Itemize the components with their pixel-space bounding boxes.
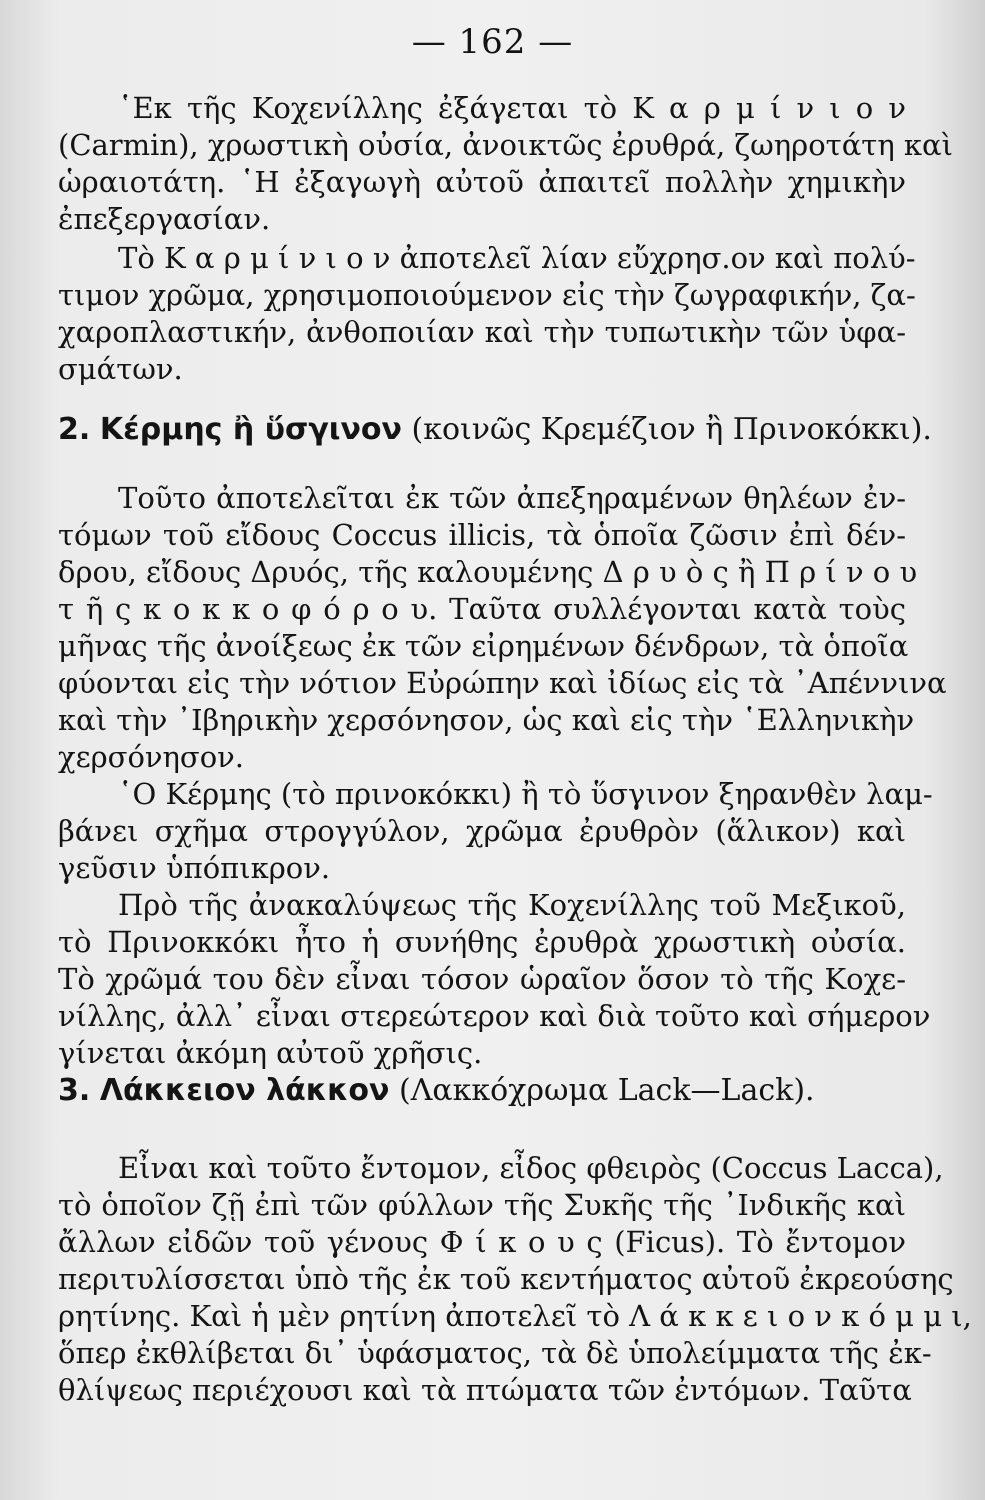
paragraph-carmin-origin (58, 90, 954, 238)
text-line: γεῦσιν ὑπόπικρον. (58, 851, 331, 885)
paragraph-kermes-history (58, 887, 931, 1072)
text-line: ῾Ο Κέρμης (τὸ πρινοκόκκι) ἢ τὸ ὕσγινον ξηρανθὲν λαμ- (118, 777, 933, 811)
section-heading-kermes (58, 412, 932, 447)
text-line: περιτυλίσσεται ὑπὸ τῆς ἐκ τοῦ κεντήματος αὐτοῦ ἐκρεούσης (58, 1262, 954, 1296)
section-title: Κέρμης ἢ ὕσγινον (99, 412, 402, 447)
text-line: δρου, εἴδους Δρυός, τῆς καλουμένης Δ ρ υ ὸ ς ἢ Π ρ ί ν ο υ (58, 555, 918, 589)
paragraph-carmin-uses (58, 240, 916, 388)
text-line: τόμων τοῦ εἴδους Coccus illicis, τὰ ὁποῖα ζῶσιν ἐπὶ δέν- (58, 518, 906, 552)
text-line: σμάτων. (58, 352, 183, 386)
text-line: ἄλλων εἰδῶν τοῦ γένους Φ ί κ ο υ ς (Ficus). Τὸ ἔντομον (58, 1225, 906, 1259)
text-line: ὡραιοτάτη. ῾Η ἐξαγωγὴ αὐτοῦ ἀπαιτεῖ πολλὴν χημικὴν (58, 165, 906, 199)
section-number: 3. (58, 1073, 91, 1108)
text-line: Τὸ χρῶμά του δὲν εἶναι τόσον ὡραῖον ὅσον τὸ τῆς Κοχε- (58, 962, 906, 996)
text-line: ἐπεξεργασίαν. (58, 202, 271, 236)
text-line: τ ῆ ς κ ο κ κ ο φ ό ρ ο υ. Ταῦτα συλλέγονται κατὰ τοὺς (58, 592, 906, 626)
text-line: ὅπερ ἐκθλίβεται δι᾿ ὑφάσματος, τὰ δὲ ὑπολείμματα τῆς ἐκ- (58, 1336, 932, 1370)
text-line: (Carmin), χρωστικὴ οὐσία, ἀνοικτῶς ἐρυθρά, ζωηροτάτη καὶ (58, 128, 954, 162)
text-line: βάνει σχῆμα στρογγύλον, χρῶμα ἐρυθρὸν (ἅλικον) καὶ (58, 814, 906, 848)
text-line: ῾Εκ τῆς Κοχενίλλης ἐξάγεται τὸ Κ α ρ μ ί ν ι ο ν (118, 91, 906, 125)
text-line: Πρὸ τῆς ἀνακαλύψεως τῆς Κοχενίλλης τοῦ Μεξικοῦ, (118, 888, 906, 922)
text-line: ρητίνης. Καὶ ἡ μὲν ρητίνη ἀποτελεῖ τὸ Λ ά κ κ ε ι ο ν κ ό μ μ ι, (58, 1299, 972, 1333)
paragraph-lac-description (58, 1150, 972, 1409)
text-line: φύονται εἰς τὴν νότιον Εὐρώπην καὶ ἰδίως εἰς τὰ ᾿Απέννινα (58, 666, 947, 700)
section-number: 2. (58, 412, 91, 447)
section-subtitle: (κοινῶς Κρεμέζιον ἢ Πρινοκόκκι). (411, 412, 932, 447)
text-line: θλίψεως περιέχουσι καὶ τὰ πτώματα τῶν ἐντόμων. Ταῦτα (58, 1373, 912, 1407)
text-line: Τὸ Κ α ρ μ ί ν ι ο ν ἀποτελεῖ λίαν εὔχρησ.ον καὶ πολύ- (118, 241, 916, 275)
text-line: καὶ τὴν ᾿Ιβηρικὴν χερσόνησον, ὡς καὶ εἰς τὴν ῾Ελληνικὴν (58, 703, 915, 737)
section-title: Λάκκειον λάκκον (99, 1073, 390, 1108)
page-number: — 162 — (411, 22, 574, 62)
text-line: Τοῦτο ἀποτελεῖται ἐκ τῶν ἀπεξηραμένων θηλέων ἐν- (118, 481, 906, 515)
text-line: γίνεται ἀκόμη αὐτοῦ χρῆσις. (58, 1036, 483, 1070)
text-line: χερσόνησον. (58, 740, 245, 774)
section-heading-lac (58, 1073, 918, 1108)
text-line: τιμον χρῶμα, χρησιμοποιούμενον εἰς τὴν ζωγραφικήν, ζα- (58, 278, 916, 312)
text-line: τὸ ὁποῖον ζῇ ἐπὶ τῶν φύλλων τῆς Συκῆς τῆς ᾿Ινδικῆς καὶ (58, 1188, 906, 1222)
text-line: τὸ Πρινοκκόκι ἦτο ἡ συνήθης ἐρυθρὰ χρωστικὴ οὐσία. (58, 925, 906, 959)
paragraph-kermes-appearance (58, 776, 933, 887)
text-line: χαροπλαστικήν, ἀνθοποιίαν καὶ τὴν τυπωτικὴν τῶν ὑφα- (58, 315, 906, 349)
text-line: μῆνας τῆς ἀνοίξεως ἐκ τῶν εἰρημένων δένδρων, τὰ ὁποῖα (58, 629, 909, 663)
text-line: νίλλης, ἀλλ᾿ εἶναι στερεώτερον καὶ διὰ τοῦτο καὶ σήμερον (58, 999, 931, 1033)
paragraph-kermes-description (58, 480, 947, 776)
text-line: Εἶναι καὶ τοῦτο ἔντομον, εἶδος φθειρὸς (Coccus Lacca), (118, 1151, 944, 1185)
section-subtitle: (Λακκόχρωμα Lack—Lack). (398, 1073, 815, 1108)
